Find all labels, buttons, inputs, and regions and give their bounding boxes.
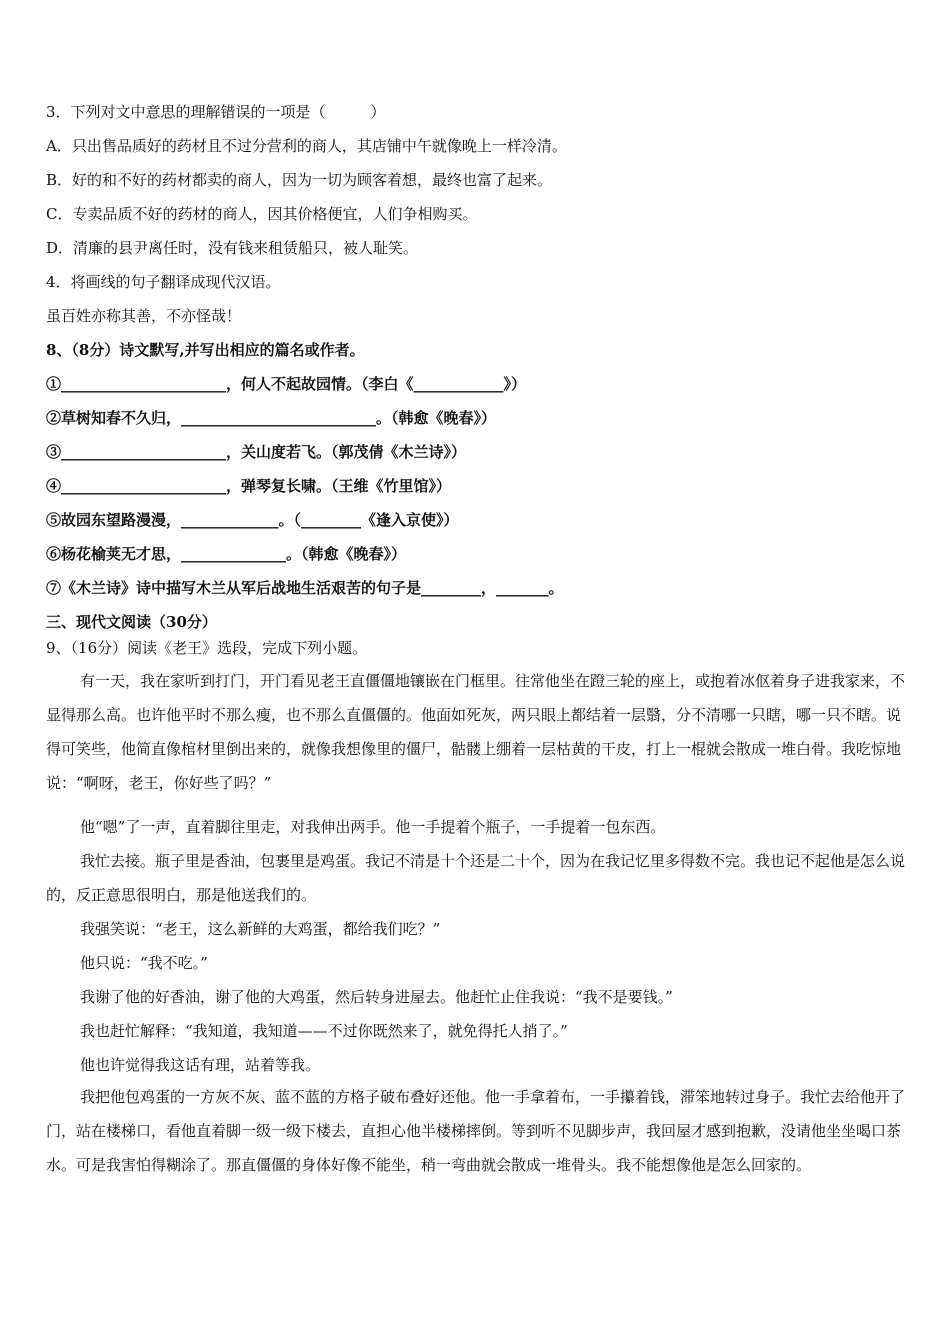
q8-item-5: ⑤故园东望路漫漫，_____________。（________《逢入京使》）	[46, 511, 459, 529]
q3-option-a: A．只出售品质好的药材且不过分营利的商人，其店铺中午就像晚上一样冷清。	[46, 137, 567, 155]
q9-stem: 9、（16分）阅读《老王》选段，完成下列小题。	[46, 639, 368, 657]
section-heading: 三、现代文阅读（30分）	[46, 613, 217, 631]
q8-item-2: ②草树知春不久归，__________________________。（韩愈《晚春》）	[46, 409, 497, 427]
passage-paragraph-3: 我忙去接。瓶子里是香油，包裹里是鸡蛋。我记不清是十个还是二十个，因为在我记忆里多得数不完。我也记不起他是怎么说的，反正意思很明白，那是他送我们的。	[46, 852, 906, 904]
passage-paragraph-1: 有一天，我在家听到打门，开门看见老王直僵僵地镶嵌在门框里。往常他坐在蹬三轮的座上，或抱着冰伛着身子进我家来，不显得那么高。也许他平时不那么瘦，也不那么直僵僵的。他面如死灰，两只眼上都结着一层翳，分不清哪一只瞎，哪一只不瞎。说得可笑些，他简直像棺材里倒出来的，就像我想像里的僵尸，骷髅上绷着一层枯黄的干皮，打上一棍就会散成一堆白骨。我吃惊地说：“啊呀，老王，你好些了吗？”	[46, 672, 906, 792]
passage-paragraph-2: 他“嗯”了一声，直着脚往里走，对我伸出两手。他一手提着个瓶子，一手提着一包东西。	[80, 818, 666, 836]
q8-item-4: ④______________________，弹琴复长啸。（王维《竹里馆》）	[46, 477, 452, 495]
q3-option-c: C．专卖品质不好的药材的商人，因其价格便宜，人们争相购买。	[46, 205, 478, 223]
q8-item-3: ③______________________，关山度若飞。（郭茂倩《木兰诗》）	[46, 443, 467, 461]
q8-stem: 8、（8分）诗文默写,并写出相应的篇名或作者。	[46, 341, 365, 359]
passage-paragraph-8: 他也许觉得我这话有理，站着等我。	[80, 1056, 321, 1074]
passage-paragraph-4: 我强笑说：“老王，这么新鲜的大鸡蛋，都给我们吃？”	[80, 920, 441, 938]
q3-stem: 3．下列对文中意思的理解错误的一项是（ ）	[46, 103, 386, 121]
q4-sentence: 虽百姓亦称其善，不亦怪哉！	[46, 307, 242, 325]
q3-option-d: D．清廉的县尹离任时，没有钱来租赁船只，被人耻笑。	[46, 239, 419, 257]
q3-option-b: B．好的和不好的药材都卖的商人，因为一切为顾客着想，最终也富了起来。	[46, 171, 553, 189]
passage-paragraph-7: 我也赶忙解释：“我知道，我知道——不过你既然来了，就免得托人捎了。”	[80, 1022, 568, 1040]
passage-paragraph-5: 他只说：“我不吃。”	[80, 954, 208, 972]
q4-stem: 4．将画线的句子翻译成现代汉语。	[46, 273, 281, 291]
q8-item-1: ①______________________，何人不起故园情。（李白《____________》）	[46, 375, 527, 393]
passage-paragraph-9: 我把他包鸡蛋的一方灰不灰、蓝不蓝的方格子破布叠好还他。他一手拿着布，一手攥着钱，滞笨地转过身子。我忙去给他开了门，站在楼梯口，看他直着脚一级一级下楼去，直担心他半楼梯摔倒。等到听不见脚步声，我回屋才感到抱歉，没请他坐坐喝口茶水。可是我害怕得糊涂了。那直僵僵的身体好像不能坐，稍一弯曲就会散成一堆骨头。我不能想像他是怎么回家的。	[46, 1088, 906, 1174]
passage-paragraph-6: 我谢了他的好香油，谢了他的大鸡蛋，然后转身进屋去。他赶忙止住我说：“我不是要钱。”	[80, 988, 673, 1006]
q8-item-7: ⑦《木兰诗》诗中描写木兰从军后战地生活艰苦的句子是________，_______。	[46, 579, 564, 597]
q8-item-6: ⑥杨花榆荚无才思，______________。（韩愈《晚春》）	[46, 545, 407, 563]
